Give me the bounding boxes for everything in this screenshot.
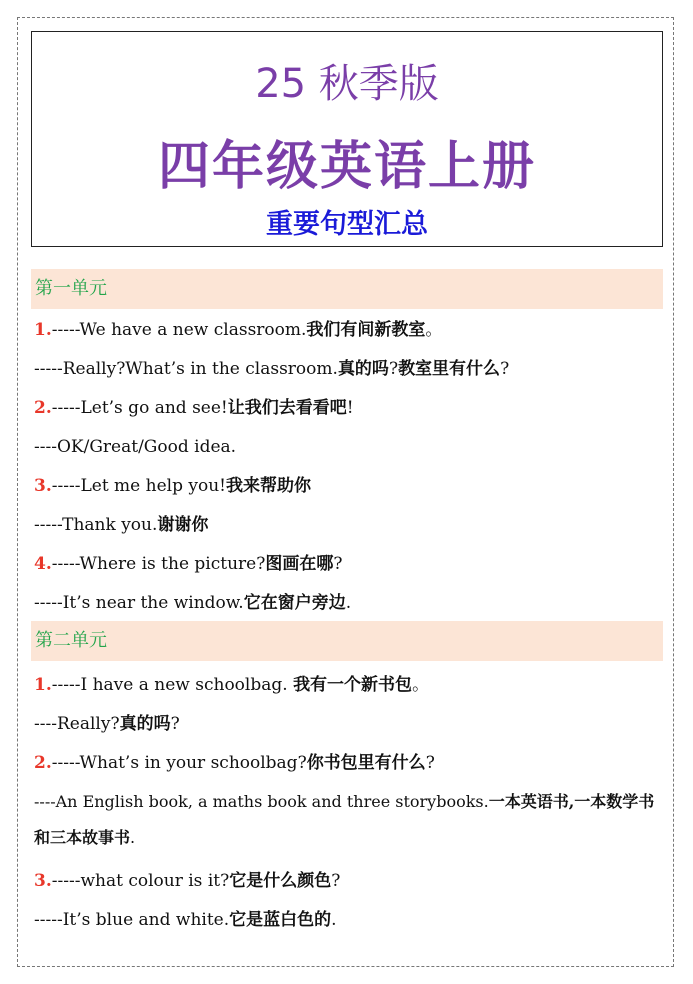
sentence-line xyxy=(34,436,664,458)
punctuation: 。 xyxy=(425,320,443,340)
punctuation: ? xyxy=(333,554,343,574)
chinese-text: 它是什么颜色 xyxy=(229,871,332,891)
english-text: -----It’s blue and white. xyxy=(34,910,230,930)
chinese-text: 它在窗户旁边 xyxy=(243,593,346,613)
punctuation: ? xyxy=(388,359,399,379)
english-text: -----Thank you. xyxy=(34,515,158,535)
sentence-line xyxy=(34,909,664,931)
english-text: ----An English book, a maths book and three storybooks. xyxy=(34,792,489,811)
punctuation: . xyxy=(331,910,337,930)
title-edition: 25 秋季版 xyxy=(255,61,439,107)
chinese-text: 我们有间新教室 xyxy=(306,320,426,340)
english-text: -----I have a new schoolbag. xyxy=(51,675,294,695)
item-number: 2. xyxy=(34,753,52,773)
chinese-text: 图画在哪 xyxy=(265,554,334,574)
item-number: 3. xyxy=(34,871,52,891)
chinese-text: 我有一个新书包 xyxy=(293,675,413,695)
chinese-text: 教室里有什么 xyxy=(398,359,501,379)
title-box xyxy=(31,31,663,247)
item-number: 1. xyxy=(34,320,52,340)
punctuation: ? xyxy=(331,871,341,891)
chinese-text: 一本英语书,一本数学书和三本故事书 xyxy=(34,792,655,847)
english-text: -----Let’s go and see! xyxy=(51,398,228,418)
chinese-text: 它是蓝白色的 xyxy=(229,910,332,930)
sentence-line xyxy=(34,713,664,735)
title-subtitle: 重要句型汇总 xyxy=(266,209,428,240)
punctuation: ? xyxy=(170,714,180,734)
chinese-text: 我来帮助你 xyxy=(226,476,311,496)
sentence-line xyxy=(34,592,664,614)
unit-1-header: 第一单元 xyxy=(31,269,663,309)
sentence-line xyxy=(34,870,664,892)
unit-2-header: 第二单元 xyxy=(31,621,663,661)
sentence-line xyxy=(34,397,664,419)
english-text: -----Let me help you! xyxy=(51,476,226,496)
punctuation: ? xyxy=(425,753,435,773)
english-text: ----OK/Great/Good idea. xyxy=(34,437,237,457)
chinese-text: 真的吗 xyxy=(119,714,171,734)
sentence-line xyxy=(34,752,664,774)
item-number: 2. xyxy=(34,398,52,418)
sentence-line xyxy=(34,553,664,575)
english-text: ----Really? xyxy=(34,714,120,734)
item-number: 3. xyxy=(34,476,52,496)
sentence-line xyxy=(34,475,664,497)
english-text: -----We have a new classroom. xyxy=(51,320,307,340)
punctuation: ? xyxy=(500,359,510,379)
chinese-text: 真的吗 xyxy=(337,359,389,379)
punctuation: . xyxy=(130,828,136,847)
sentence-line xyxy=(34,319,664,341)
item-number: 1. xyxy=(34,675,52,695)
sentence-line xyxy=(34,784,664,856)
chinese-text: 让我们去看看吧 xyxy=(227,398,347,418)
english-text: -----what colour is it? xyxy=(51,871,230,891)
punctuation: ! xyxy=(346,398,354,418)
punctuation: 。 xyxy=(412,675,430,695)
english-text: -----Where is the picture? xyxy=(51,554,266,574)
title-main: 四年级英语上册 xyxy=(157,136,536,197)
sentence-line xyxy=(34,674,664,696)
chinese-text: 你书包里有什么 xyxy=(306,753,426,773)
chinese-text: 谢谢你 xyxy=(157,515,209,535)
english-text: -----What’s in your schoolbag? xyxy=(51,753,307,773)
item-number: 4. xyxy=(34,554,52,574)
sentence-line xyxy=(34,514,664,536)
punctuation: . xyxy=(345,593,352,613)
english-text: -----Really?What’s in the classroom. xyxy=(34,359,338,379)
english-text: -----It’s near the window. xyxy=(34,593,244,613)
sentence-line xyxy=(34,358,664,380)
